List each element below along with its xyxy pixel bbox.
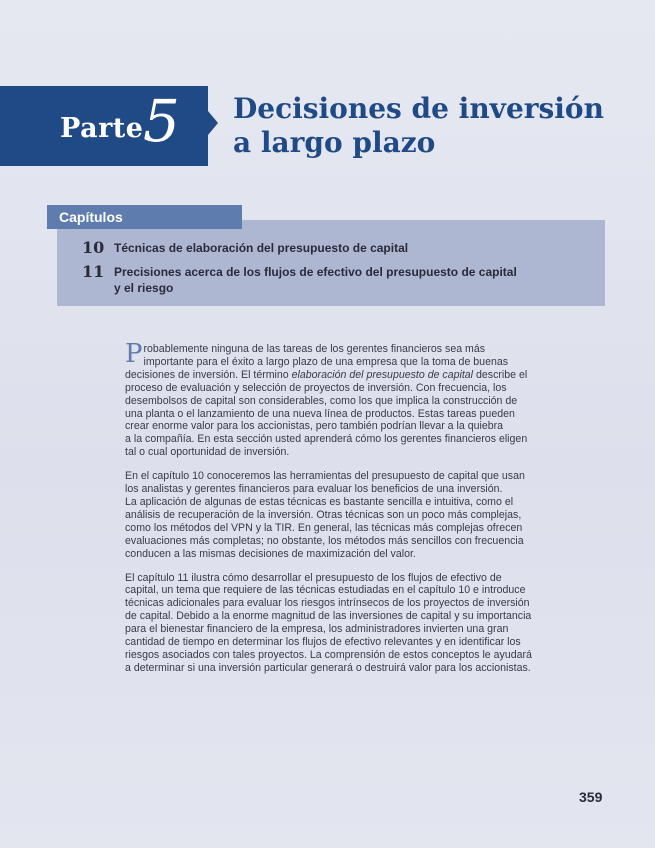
text-line: proceso de evaluación y selección de proyectos de inversión. Con frecuencia, los — [125, 381, 507, 394]
chapter-number: 10 — [82, 238, 105, 257]
text-line: de capital. Debido a la enorme magnitud de las inversiones de capital y su importancia — [125, 610, 532, 623]
page-number: 359 — [579, 789, 603, 805]
text-line: a la compañía. En esta sección usted aprenderá cómo los gerentes financieros eligen — [125, 433, 528, 446]
chapter-number: 11 — [82, 262, 105, 281]
paragraph-chapter-10 — [125, 470, 543, 560]
text-line: cantidad de tiempo en determinar los flujos de efectivo relevantes y en identificar los — [125, 636, 521, 649]
text-line: técnicas adicionales para evaluar los riesgos intrínsecos de los proyectos de inversión — [125, 597, 530, 610]
part-banner-arrow — [208, 111, 218, 135]
text-line: evaluaciones más completas; no obstante, los métodos más sencillos con frecuencia — [125, 534, 524, 547]
text-line — [125, 369, 543, 382]
paragraph-chapter-11 — [125, 572, 543, 675]
text-line: crear enorme valor para los accionistas, pero también podrían llevar a la quiebra — [125, 420, 504, 433]
part-label: Parte — [60, 113, 144, 144]
text-line: conducen a las mismas decisiones de maximización del valor. — [125, 547, 416, 560]
text-line: El capítulo 11 ilustra cómo desarrollar el presupuesto de los flujos de efectivo de — [125, 571, 502, 584]
text-line: análisis de recuperación de la inversión. Otras técnicas son un poco más complejas, — [125, 508, 522, 521]
text-line: a determinar si una inversión particular generará o destruirá valor para los accionistas. — [125, 661, 531, 674]
text-line: como los métodos del VPN y la TIR. En general, las técnicas más complejas ofrecen — [125, 521, 523, 534]
paragraph-intro — [125, 339, 543, 459]
chapter-title — [114, 240, 606, 256]
chapter-title-line: Precisiones acerca de los flujos de efectivo del presupuesto de capital — [114, 265, 517, 279]
text-line: tal o cual oportunidad de inversión. — [125, 446, 290, 459]
chapter-title-line: Técnicas de elaboración del presupuesto de capital — [114, 241, 409, 255]
text-line: capital, un tema que requiere de las técnicas estudiadas en el capítulo 10 e introduce — [125, 584, 526, 597]
part-number: 5 — [143, 87, 180, 155]
text-line: En el capítulo 10 conoceremos las herramientas del presupuesto de capital que usan — [125, 470, 525, 483]
text-line: La aplicación de algunas de estas técnicas es bastante sencilla e intuitiva, como el — [125, 495, 514, 508]
chapters-heading: Capítulos — [47, 205, 242, 229]
text-segment: decisiones de inversión. El término — [125, 368, 292, 381]
text-line: riesgos asociados con tales proyectos. La comprensión de estos conceptos le ayudará — [125, 648, 532, 661]
chapter-title-line: y el riesgo — [114, 281, 174, 295]
text-segment: describe el — [473, 368, 528, 381]
text-line: los analistas y gerentes financieros para evaluar los beneficios de una inversión. — [125, 483, 503, 496]
part-title-line: a largo plazo — [233, 126, 436, 159]
text-line: importante para el éxito a largo plazo de una empresa que la toma de buenas — [143, 355, 509, 368]
text-line: robablemente ninguna de las tareas de los gerentes financieros sea más — [143, 343, 486, 355]
text-line: desembolsos de capital son considerables, como los que implica la construcción de — [125, 394, 518, 407]
part-title-line: Decisiones de inversión — [233, 92, 604, 125]
chapter-title — [114, 264, 606, 296]
body-text — [125, 339, 543, 686]
part-title — [233, 92, 633, 160]
drop-cap: P — [125, 339, 143, 369]
text-line: una planta o el lanzamiento de una nueva línea de productos. Estas tareas pueden — [125, 407, 515, 420]
emphasized-term: elaboración del presupuesto de capital — [291, 368, 474, 381]
text-line: para el bienestar financiero de la empresa, los administradores invierten una gran — [125, 623, 509, 636]
